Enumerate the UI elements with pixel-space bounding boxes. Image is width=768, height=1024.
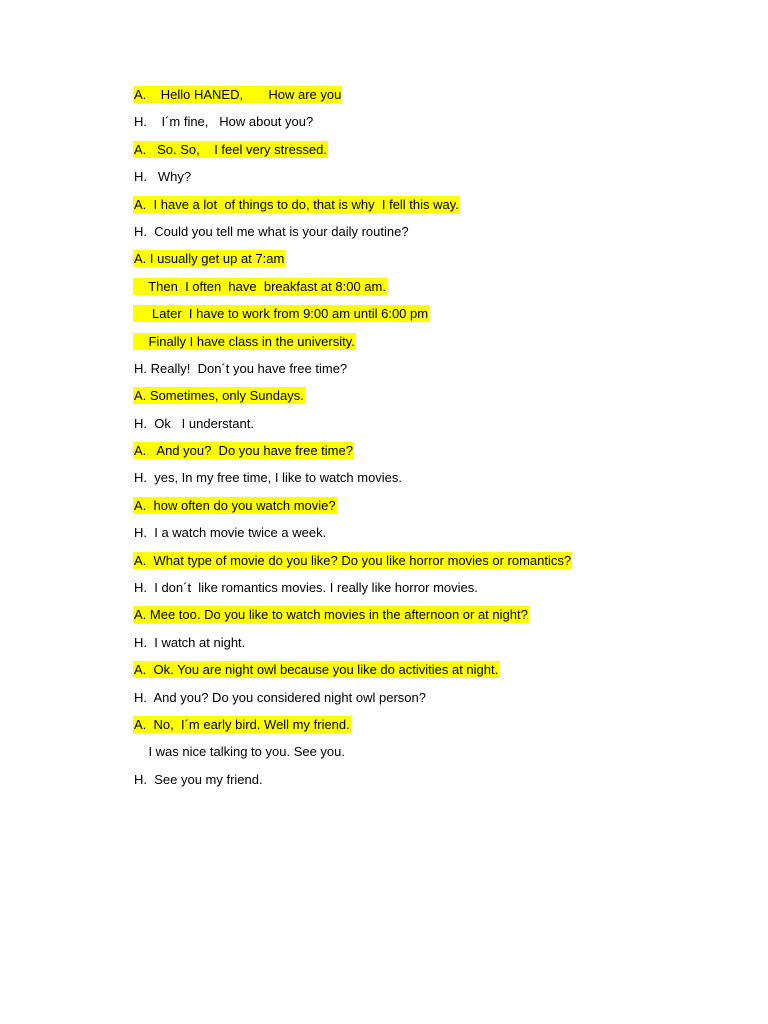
dialogue-line [133,634,733,661]
highlighted-dialogue-line [133,86,733,113]
dialogue-line-text: H. Really! Don´t you have free time? [134,360,348,376]
dialogue-line [133,743,733,770]
dialogue-line [133,579,733,606]
dialogue-line-text: H. Could you tell me what is your daily routine? [134,223,409,239]
dialogue-line-text: A. So. So, I feel very stressed. [134,141,327,157]
highlighted-dialogue-line [133,196,733,223]
dialogue-line-text: I was nice talking to you. See you. [134,744,346,760]
dialogue-text [133,86,733,798]
dialogue-line [133,360,733,387]
dialogue-line [133,524,733,551]
dialogue-line-text: H. I a watch movie twice a week. [134,525,327,541]
highlighted-dialogue-line [133,497,733,524]
highlighted-dialogue-line [133,442,733,469]
highlighted-dialogue-line [133,606,733,633]
dialogue-line [133,469,733,496]
dialogue-line-text: Then I often have breakfast at 8:00 am. [134,278,386,294]
highlighted-dialogue-line [133,552,733,579]
dialogue-line-text: A. Hello HANED, How are you [134,87,342,102]
highlighted-dialogue-line [133,305,733,332]
highlighted-dialogue-line [133,716,733,743]
dialogue-line [133,223,733,250]
dialogue-line-text: Later I have to work from 9:00 am until 6:00 pm [134,306,429,322]
dialogue-line [133,168,733,195]
dialogue-line-text: H. I´m fine, How about you? [134,114,314,130]
dialogue-line-text: A. What type of movie do you like? Do you like horror movies or romantics? [134,552,572,568]
highlighted-dialogue-line [133,387,733,414]
dialogue-line-text: A. And you? Do you have free time? [134,443,353,459]
dialogue-line [133,689,733,716]
dialogue-line-text: A. I usually get up at 7:am [134,251,285,267]
dialogue-line-text: H. Why? [134,169,192,185]
dialogue-line-text: Finally I have class in the university. [134,333,355,349]
dialogue-line [133,771,733,798]
highlighted-dialogue-line [133,278,733,305]
dialogue-line-text: A. how often do you watch movie? [134,497,336,513]
highlighted-dialogue-line [133,250,733,277]
dialogue-line-text: A. Sometimes, only Sundays. [134,388,304,404]
highlighted-dialogue-line [133,661,733,688]
dialogue-line-text: H. I watch at night. [134,634,246,650]
dialogue-line-text: A. Ok. You are night owl because you like do activities at night. [134,662,499,678]
dialogue-line [133,415,733,442]
dialogue-line-text: A. I have a lot of things to do, that is why I fell this way. [134,196,459,212]
dialogue-line-text: H. I don´t like romantics movies. I really like horror movies. [134,580,478,596]
dialogue-line-text: H. And you? Do you considered night owl person? [134,689,426,705]
dialogue-line-text: H. Ok I understant. [134,415,254,431]
dialogue-line [133,113,733,140]
highlighted-dialogue-line [133,141,733,168]
highlighted-dialogue-line [133,333,733,360]
dialogue-line-text: H. See you my friend. [134,771,263,787]
dialogue-line-text: A. Mee too. Do you like to watch movies in the afternoon or at night? [134,607,528,623]
dialogue-line-text: A. No, I´m early bird. Well my friend. [134,716,350,732]
dialogue-line-text: H. yes, In my free time, I like to watch movies. [134,470,403,486]
